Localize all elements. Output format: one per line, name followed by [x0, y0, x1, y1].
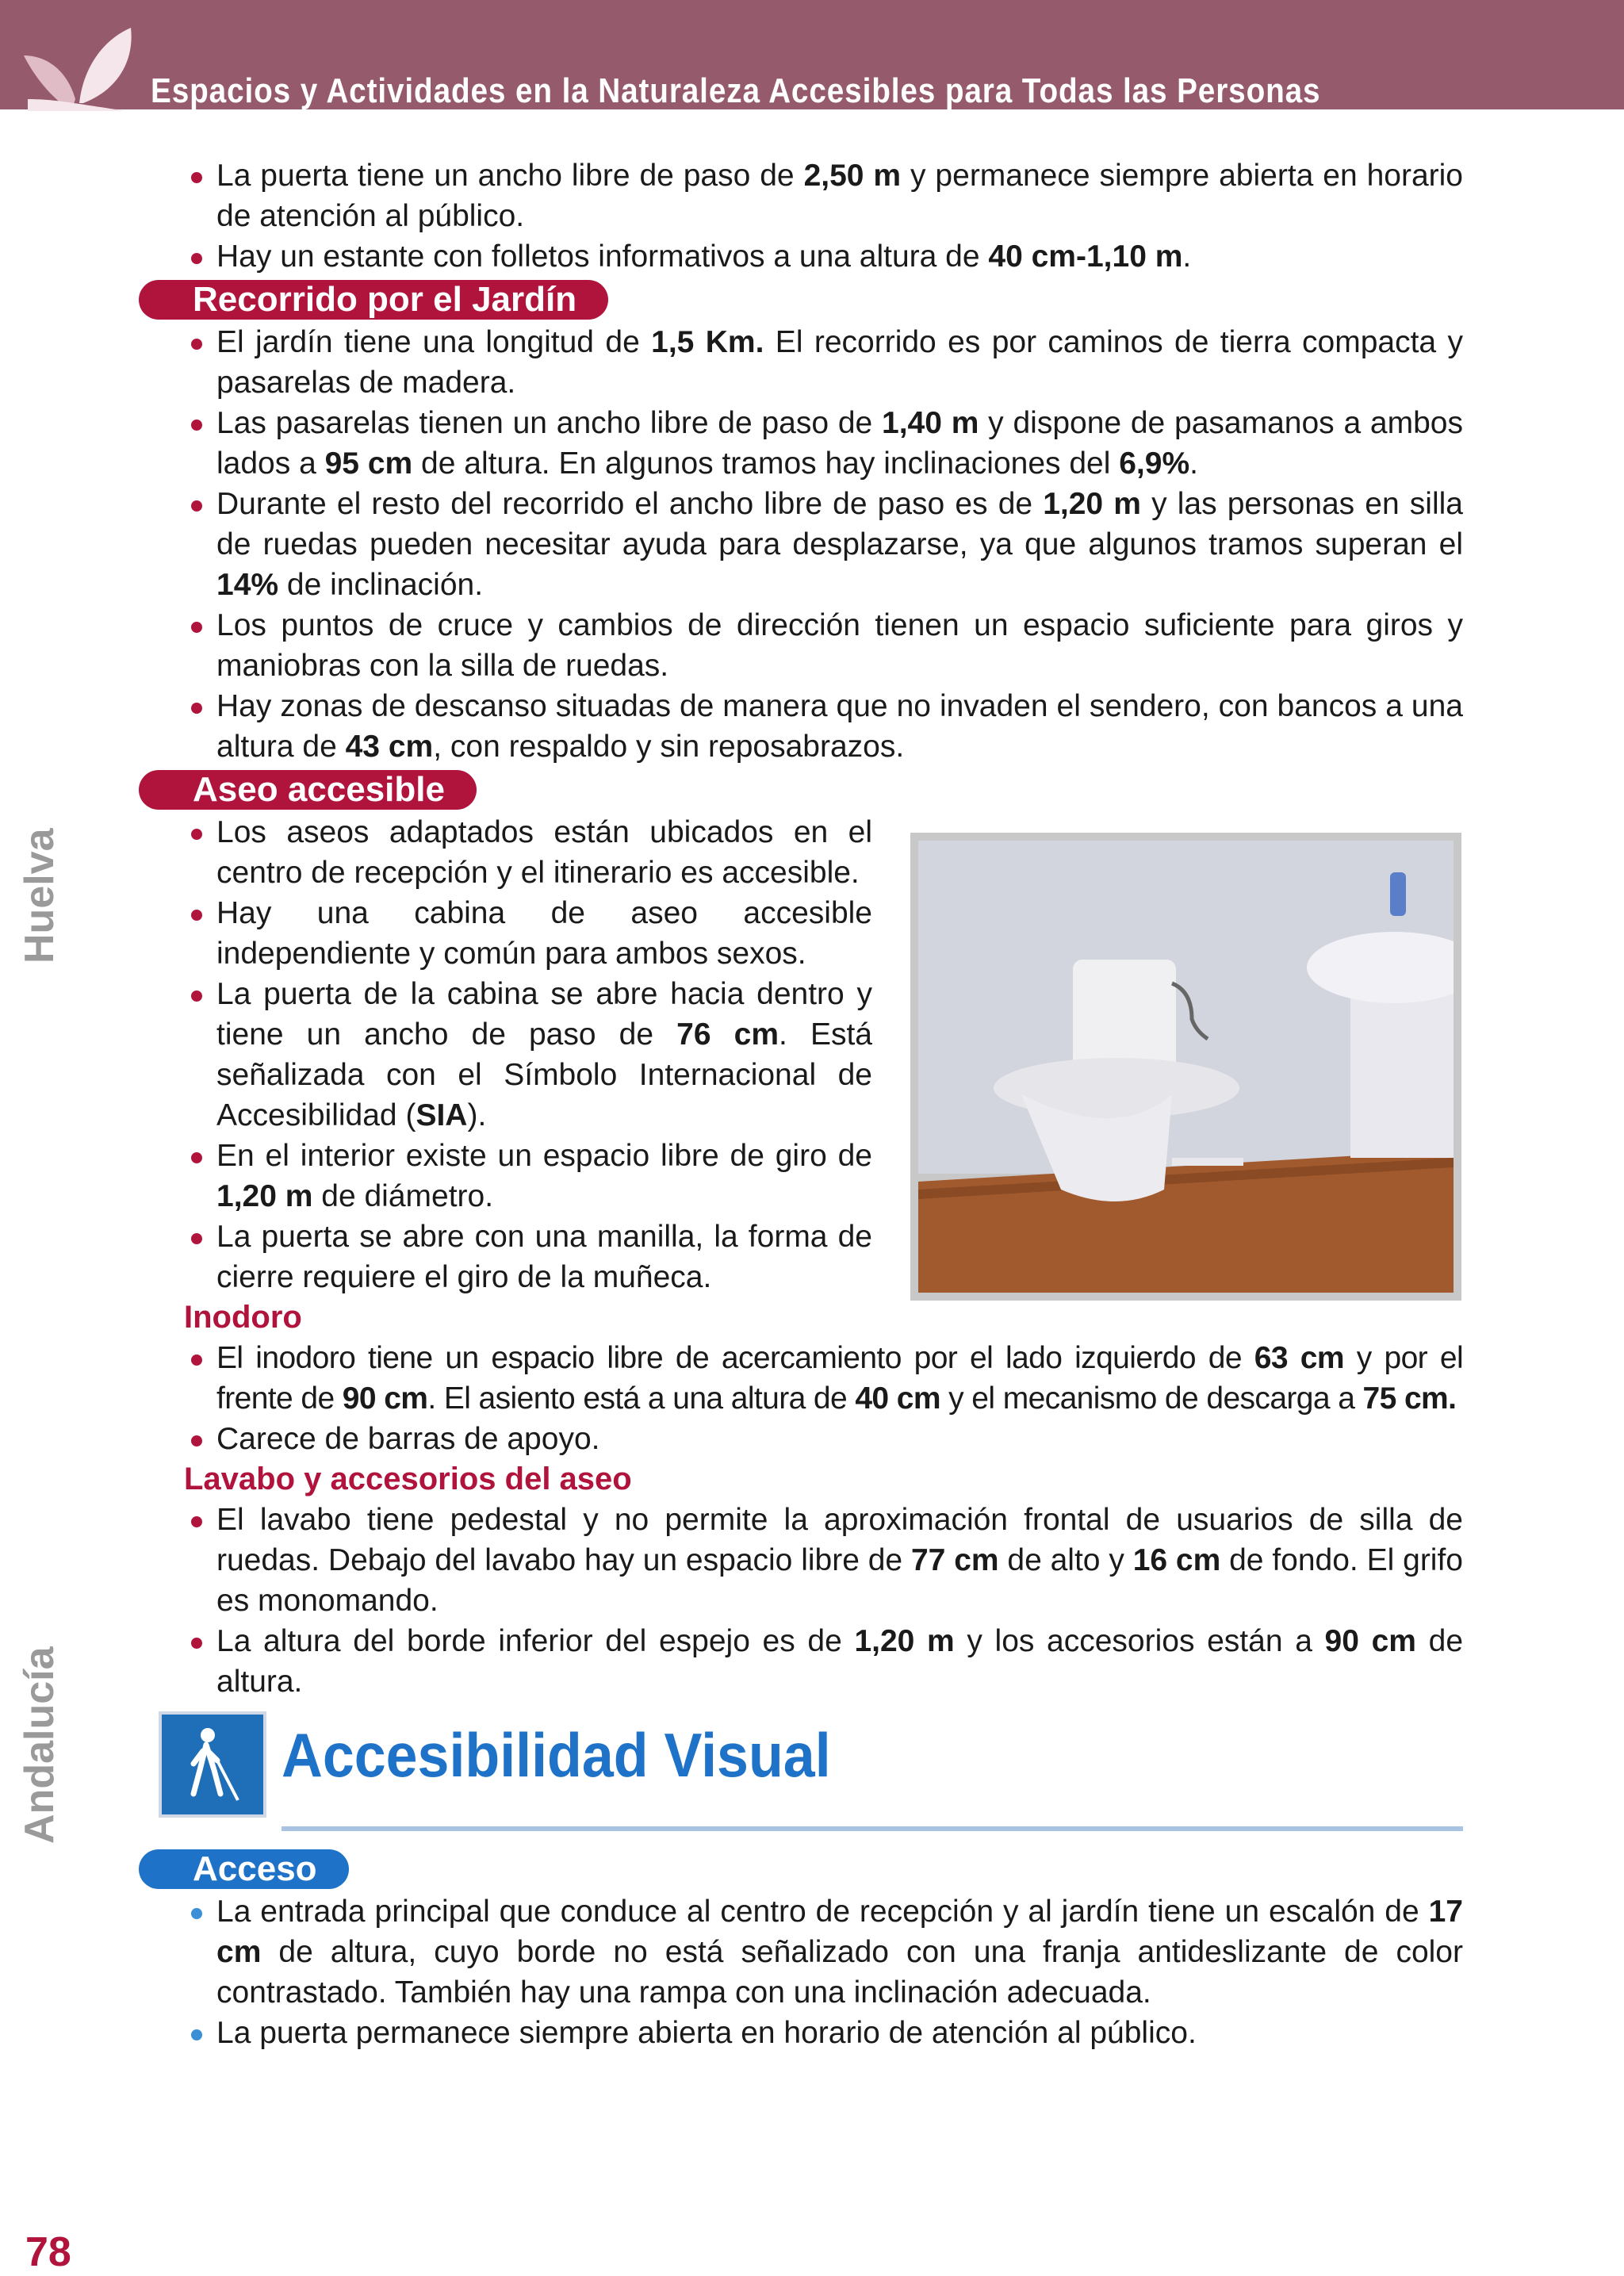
section-heading-recorrido: Recorrido por el Jardín — [139, 280, 608, 320]
page-number: 78 — [25, 2229, 71, 2275]
list-item: Hay un estante con folletos informativos a una altura de 40 cm-1,10 m. — [182, 236, 1463, 277]
section-title-visual: Accesibilidad Visual — [282, 1720, 831, 1790]
list-item: La entrada principal que conduce al centro de recepción y al jardín tiene un escalón de 17 cm de altura, cuyo borde no está señalizado con una franja antideslizante de color contrastado. También hay una rampa con una inclinación adecuada. — [182, 1891, 1463, 2013]
list-item: Las pasarelas tienen un ancho libre de paso de 1,40 m y dispone de pasamanos a ambos lados a 95 cm de altura. En algunos tramos hay inclinaciones del 6,9%. — [182, 403, 1463, 484]
list-item: Los aseos adaptados están ubicados en el centro de recepción y el itinerario es accesible. — [182, 812, 872, 893]
list-item: El lavabo tiene pedestal y no permite la aproximación frontal de usuarios de silla de ruedas. Debajo del lavabo hay un espacio libre de 77 cm de alto y 16 cm de fondo. El grifo es monomando. — [182, 1500, 1463, 1621]
list-item: En el interior existe un espacio libre de giro de 1,20 m de diámetro. — [182, 1136, 872, 1217]
list-item: Hay una cabina de aseo accesible independiente y común para ambos sexos. — [182, 893, 872, 974]
inodoro-list — [182, 1338, 1463, 1459]
subheading-lavabo: Lavabo y accesorios del aseo — [184, 1462, 632, 1496]
list-item: Carece de barras de apoyo. — [182, 1419, 1463, 1459]
list-item: El inodoro tiene un espacio libre de acercamiento por el lado izquierdo de 63 cm y por el frente de 90 cm. El asiento está a una altura de 40 cm y el mecanismo de descarga a 75 cm. — [182, 1338, 1463, 1419]
section-heading-aseo: Aseo accesible — [139, 770, 477, 810]
intro-list — [182, 155, 1463, 277]
list-item: El jardín tiene una longitud de 1,5 Km. El recorrido es por caminos de tierra compacta y pasarelas de madera. — [182, 322, 1463, 403]
aseo-list — [182, 812, 872, 1297]
blind-person-icon — [159, 1711, 266, 1818]
list-item: Hay zonas de descanso situadas de manera que no invaden el sendero, con bancos a una altura de 43 cm, con respaldo y sin reposabrazos. — [182, 686, 1463, 767]
list-item: La puerta tiene un ancho libre de paso de 2,50 m y permanece siempre abierta en horario de atención al público. — [182, 155, 1463, 236]
side-label-province: Huelva — [17, 828, 63, 964]
list-item: La altura del borde inferior del espejo es de 1,20 m y los accesorios están a 90 cm de altura. — [182, 1621, 1463, 1702]
list-item: La puerta se abre con una manilla, la forma de cierre requiere el giro de la muñeca. — [182, 1217, 872, 1297]
leaf-logo-icon — [16, 24, 135, 111]
list-item: La puerta de la cabina se abre hacia dentro y tiene un ancho de paso de 76 cm. Está señalizada con el Símbolo Internacional de Accesibilidad (SIA). — [182, 974, 872, 1136]
page-header-title: Espacios y Actividades en la Naturaleza Accesibles para Todas las Personas — [151, 71, 1321, 110]
title-underline — [282, 1826, 1463, 1831]
list-item: Durante el resto del recorrido el ancho libre de paso es de 1,20 m y las personas en silla de ruedas pueden necesitar ayuda para desplazarse, ya que algunos tramos superan el 14% de inclinación. — [182, 484, 1463, 605]
toilet-photo-illustration — [918, 841, 1454, 1293]
recorrido-list — [182, 322, 1463, 767]
section-title-block — [182, 1711, 1463, 1846]
lavabo-list — [182, 1500, 1463, 1702]
toilet-photo — [910, 833, 1461, 1301]
section-heading-acceso: Acceso — [139, 1849, 349, 1889]
list-item: La puerta permanece siempre abierta en horario de atención al público. — [182, 2013, 1463, 2053]
list-item: Los puntos de cruce y cambios de dirección tienen un espacio suficiente para giros y maniobras con la silla de ruedas. — [182, 605, 1463, 686]
side-label-region: Andalucía — [17, 1646, 63, 1844]
acceso-list — [182, 1891, 1463, 2053]
subheading-inodoro: Inodoro — [184, 1300, 302, 1335]
page-header — [0, 0, 1624, 109]
